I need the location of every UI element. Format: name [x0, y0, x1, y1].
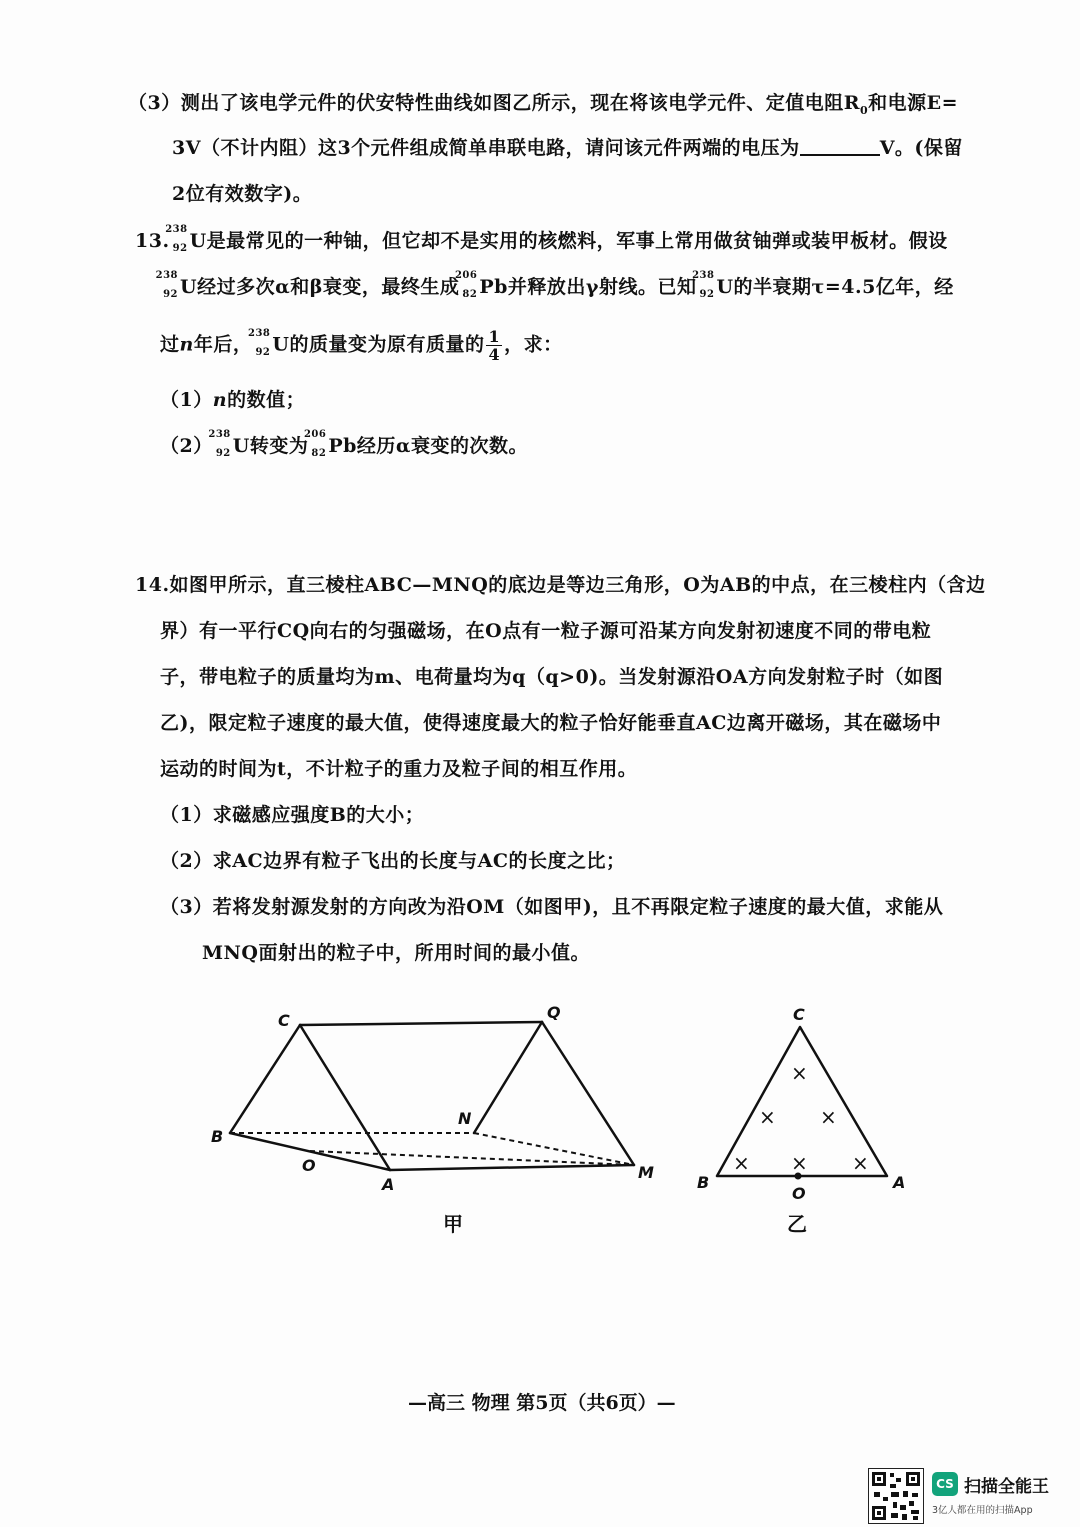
label-q: Q: [547, 1003, 561, 1022]
label-a: A: [382, 1175, 395, 1194]
label-n: N: [458, 1109, 472, 1128]
q13-sub1: （1）n的数值；: [160, 389, 306, 411]
isotope-u238: 238 92: [208, 429, 231, 459]
field-mark: ×: [791, 1061, 808, 1085]
q12-3-line3: 2位有效数字)。: [172, 183, 313, 205]
edge-cq: [300, 1022, 542, 1025]
edge-qm: [542, 1022, 634, 1165]
q14-sub3-line1: （3）若将发射源发射的方向改为沿OM（如图甲)，且不再限定粒子速度的最大值，求能从: [160, 896, 944, 918]
q13-line2: 238 92 U经过多次α和β衰变，最终生成 206 82 Pb并释放出γ射线。已知 238 92 U的半衰期τ=4.5亿年，经: [155, 270, 954, 300]
label-b-yi: B: [697, 1173, 710, 1192]
q14-line1: 14.如图甲所示，直三棱柱ABC—MNQ的底边是等边三角形，O为AB的中点，在三棱柱内（含边: [135, 574, 986, 596]
q14-sub2: （2）求AC边界有粒子飞出的长度与AC的长度之比；: [160, 850, 626, 872]
edge-cb: [230, 1025, 300, 1133]
edge-ca: [300, 1025, 390, 1170]
isotope-u238: 238 92: [155, 270, 178, 300]
isotope-u238: 238 92: [165, 224, 188, 254]
isotope-u238: 238 92: [692, 270, 715, 300]
edge-am: [390, 1165, 634, 1170]
q13-sub2: （2） 238 92 U转变为 206 82 Pb经历α衰变的次数。: [160, 429, 529, 459]
q14-line5: 运动的时间为t，不计粒子的重力及粒子间的相互作用。: [160, 758, 638, 780]
q14-sub3-line2: MNQ面射出的粒子中，所用时间的最小值。: [202, 942, 590, 964]
field-mark: ×: [759, 1105, 776, 1129]
q14-sub1: （1）求磁感应强度B的大小；: [160, 804, 425, 826]
q13-line3: 过n年后， 238 92 U的质量变为原有质量的 $\frac{1}{4}$ ，求：: [160, 327, 563, 364]
isotope-pb206: 206 82: [454, 270, 478, 300]
label-o-yi: O: [792, 1184, 806, 1203]
fraction-one-quarter: $\frac{1}{4}$: [488, 327, 501, 364]
q14-line3: 子，带电粒子的质量均为m、电荷量均为q（q>0)。当发射源沿OA方向发射粒子时（如图: [160, 666, 944, 688]
label-b: B: [211, 1127, 224, 1146]
q14-line4: 乙)，限定粒子速度的最大值，使得速度最大的粒子恰好能垂直AC边离开磁场，其在磁场中: [160, 712, 942, 734]
page-footer: —高三 物理 第5页（共6页）—: [408, 1392, 676, 1414]
label-m: M: [638, 1163, 654, 1182]
field-mark: ×: [852, 1151, 869, 1175]
label-c-yi: C: [793, 1005, 805, 1024]
q12-3-line1: （3）测出了该电学元件的伏安特性曲线如图乙所示，现在将该电学元件、定值电阻$R_0$和电源E=: [128, 92, 959, 117]
qr-code-icon: [868, 1468, 924, 1524]
label-o: O: [302, 1156, 316, 1175]
watermark-name: 扫描全能王: [964, 1477, 1049, 1497]
cs-logo-icon: CS: [932, 1472, 958, 1496]
label-c: C: [278, 1011, 290, 1030]
edge-qn: [474, 1022, 542, 1133]
q14-line2: 界）有一平行CQ向右的匀强磁场，在O点有一粒子源可沿某方向发射初速度不同的带电粒: [160, 620, 932, 642]
field-mark: ×: [820, 1105, 837, 1129]
field-mark: ×: [733, 1151, 750, 1175]
edge-nm-hidden: [474, 1133, 634, 1165]
field-mark: ×: [791, 1151, 808, 1175]
label-a-yi: A: [893, 1173, 906, 1192]
isotope-pb206: 206 82: [303, 429, 327, 459]
q13-line1: 13. 238 92 U是最常见的一种铀，但它却不是实用的核燃料，军事上常用做贫铀弹或装甲板材。假设: [135, 224, 948, 254]
watermark-tagline: 3亿人都在用的扫描App: [932, 1505, 1033, 1516]
caption-yi: 乙: [787, 1212, 807, 1236]
isotope-u238: 238 92: [247, 327, 271, 358]
scanner-watermark: [930, 1470, 1060, 1520]
q12-3-line2: 3V（不计内阻）这3个元件组成简单串联电路，请问该元件两端的电压为 V。(保留: [172, 137, 963, 159]
caption-jia: 甲: [443, 1212, 463, 1236]
